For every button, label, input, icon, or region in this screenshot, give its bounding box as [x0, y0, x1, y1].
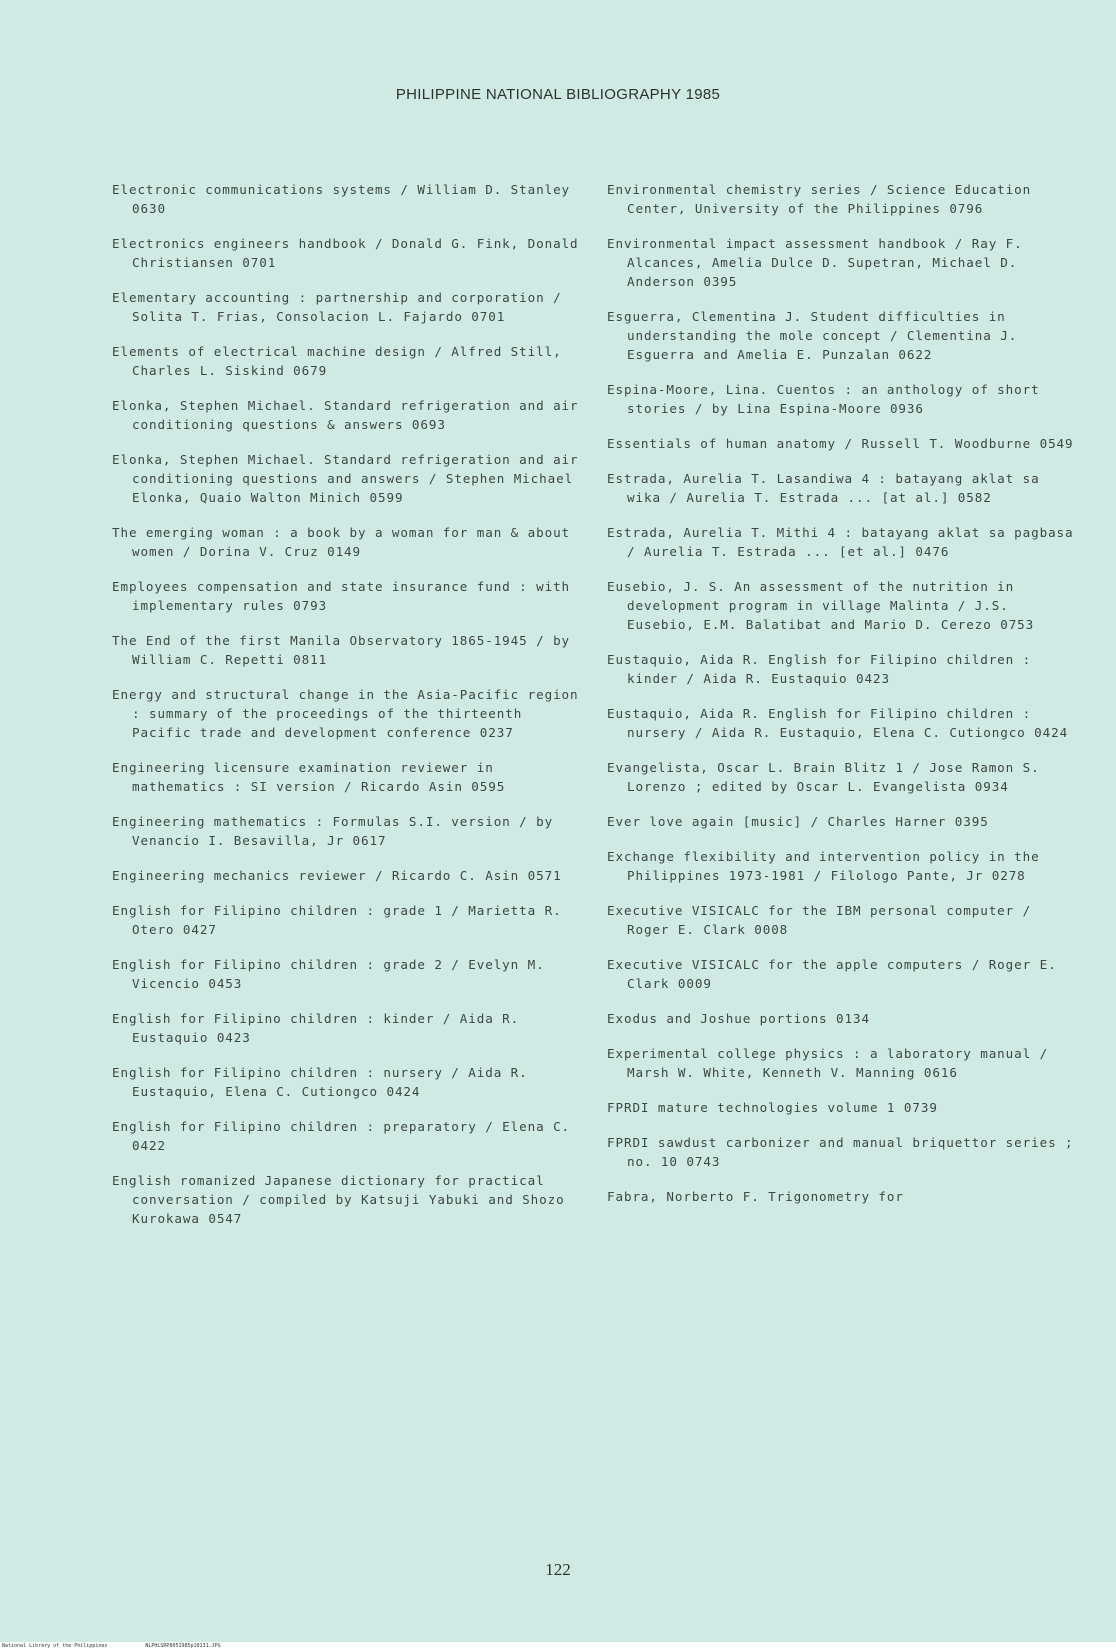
scan-footer [0, 1642, 1116, 1650]
bib-entry: Elonka, Stephen Michael. Standard refrigeration and air conditioning questions and answers / Stephen Michael Elonka, Quaio Walton Minich 0599 [112, 452, 579, 505]
bib-entry: Estrada, Aurelia T. Mithi 4 : batayang aklat sa pagbasa / Aurelia T. Estrada ... [et al.] 0476 [607, 525, 1074, 559]
page-number: 122 [545, 1560, 571, 1579]
bib-entry: Eusebio, J. S. An assessment of the nutrition in development program in village Malinta / J.S. Eusebio, E.M. Balatibat and Mario D. Cerezo 0753 [607, 579, 1035, 632]
bib-entry: Espina-Moore, Lina. Cuentos : an anthology of short stories / by Lina Espina-Moore 0936 [607, 382, 1040, 416]
bib-entry: Engineering licensure examination reviewer in mathematics : SI version / Ricardo Asin 0595 [112, 760, 506, 794]
footer-library: National Library of the Philippines [2, 1643, 108, 1649]
bib-entry: Employees compensation and state insurance fund : with implementary rules 0793 [112, 579, 571, 613]
bib-entry: Eustaquio, Aida R. English for Filipino children : kinder / Aida R. Eustaquio 0423 [607, 652, 1032, 686]
bib-entry: Exchange flexibility and intervention policy in the Philippines 1973-1981 / Filologo Pante, Jr 0278 [607, 849, 1040, 883]
bib-entry: Elements of electrical machine design / Alfred Still, Charles L. Siskind 0679 [112, 344, 562, 378]
bib-entry: Electronics engineers handbook / Donald G. Fink, Donald Christiansen 0701 [112, 236, 579, 270]
bib-entry: Evangelista, Oscar L. Brain Blitz 1 / Jose Ramon S. Lorenzo ; edited by Oscar L. Evangelista 0934 [607, 760, 1040, 794]
bib-entry: Esguerra, Clementina J. Student difficulties in understanding the mole concept / Clementina J. Esguerra and Amelia E. Punzalan 0622 [607, 309, 1018, 362]
bib-entry: English for Filipino children : nursery / Aida R. Eustaquio, Elena C. Cutiongco 0424 [112, 1065, 528, 1099]
bib-entry: Energy and structural change in the Asia-Pacific region : summary of the proceedings of the thirteenth Pacific trade and development conference 0237 [112, 687, 579, 740]
bib-entry: Executive VISICALC for the IBM personal computer / Roger E. Clark 0008 [607, 903, 1032, 937]
bib-entry: Estrada, Aurelia T. Lasandiwa 4 : batayang aklat sa wika / Aurelia T. Estrada ... [at al.] 0582 [607, 471, 1040, 505]
bib-entry: Fabra, Norberto F. Trigonometry for [607, 1189, 904, 1204]
bib-entry: English for Filipino children : preparatory / Elena C. 0422 [112, 1119, 571, 1153]
bib-entry: English for Filipino children : kinder / Aida R. Eustaquio 0423 [112, 1011, 520, 1045]
footer-file-id: NLPHLSRP8051985p10131.JPG [145, 1643, 221, 1649]
bib-entry: The emerging woman : a book by a woman for man & about women / Dorina V. Cruz 0149 [112, 525, 571, 559]
bib-entry: Electronic communications systems / William D. Stanley 0630 [112, 182, 571, 216]
bib-entry: Essentials of human anatomy / Russell T. Woodburne 0549 [607, 436, 1074, 451]
bib-entry: Environmental chemistry series / Science Education Center, University of the Philippines 0796 [607, 182, 1032, 216]
bib-entry: Engineering mechanics reviewer / Ricardo C. Asin 0571 [112, 868, 562, 883]
left-column [112, 180, 582, 1244]
bib-entry: Executive VISICALC for the apple computers / Roger E. Clark 0009 [607, 957, 1057, 991]
bib-entry: Environmental impact assessment handbook / Ray F. Alcances, Amelia Dulce D. Supetran, Michael D. Anderson 0395 [607, 236, 1023, 289]
bib-entry: Ever love again [music] / Charles Harner 0395 [607, 814, 989, 829]
bib-entry: FPRDI mature technologies volume 1 0739 [607, 1100, 938, 1115]
bib-entry: Exodus and Joshue portions 0134 [607, 1011, 870, 1026]
bib-entry: The End of the first Manila Observatory 1865-1945 / by William C. Repetti 0811 [112, 633, 571, 667]
bib-entry: Eustaquio, Aida R. English for Filipino children : nursery / Aida R. Eustaquio, Elena C. Cutiongco 0424 [607, 706, 1069, 740]
bib-entry: English for Filipino children : grade 2 / Evelyn M. Vicencio 0453 [112, 957, 545, 991]
bib-entry: English for Filipino children : grade 1 / Marietta R. Otero 0427 [112, 903, 562, 937]
bib-entry: English romanized Japanese dictionary for practical conversation / compiled by Katsuji Yabuki and Shozo Kurokawa 0547 [112, 1173, 565, 1226]
right-column [607, 180, 1077, 1222]
bib-entry: Engineering mathematics : Formulas S.I. version / by Venancio I. Besavilla, Jr 0617 [112, 814, 554, 848]
bib-entry: FPRDI sawdust carbonizer and manual briquettor series ; no. 10 0743 [607, 1135, 1074, 1169]
bib-entry: Experimental college physics : a laboratory manual / Marsh W. White, Kenneth V. Manning 0616 [607, 1046, 1049, 1080]
bib-entry: Elonka, Stephen Michael. Standard refrigeration and air conditioning questions & answers 0693 [112, 398, 579, 432]
bib-entry: Elementary accounting : partnership and corporation / Solita T. Frias, Consolacion L. Fajardo 0701 [112, 290, 562, 324]
page-header: PHILIPPINE NATIONAL BIBLIOGRAPHY 1985 [395, 86, 721, 103]
